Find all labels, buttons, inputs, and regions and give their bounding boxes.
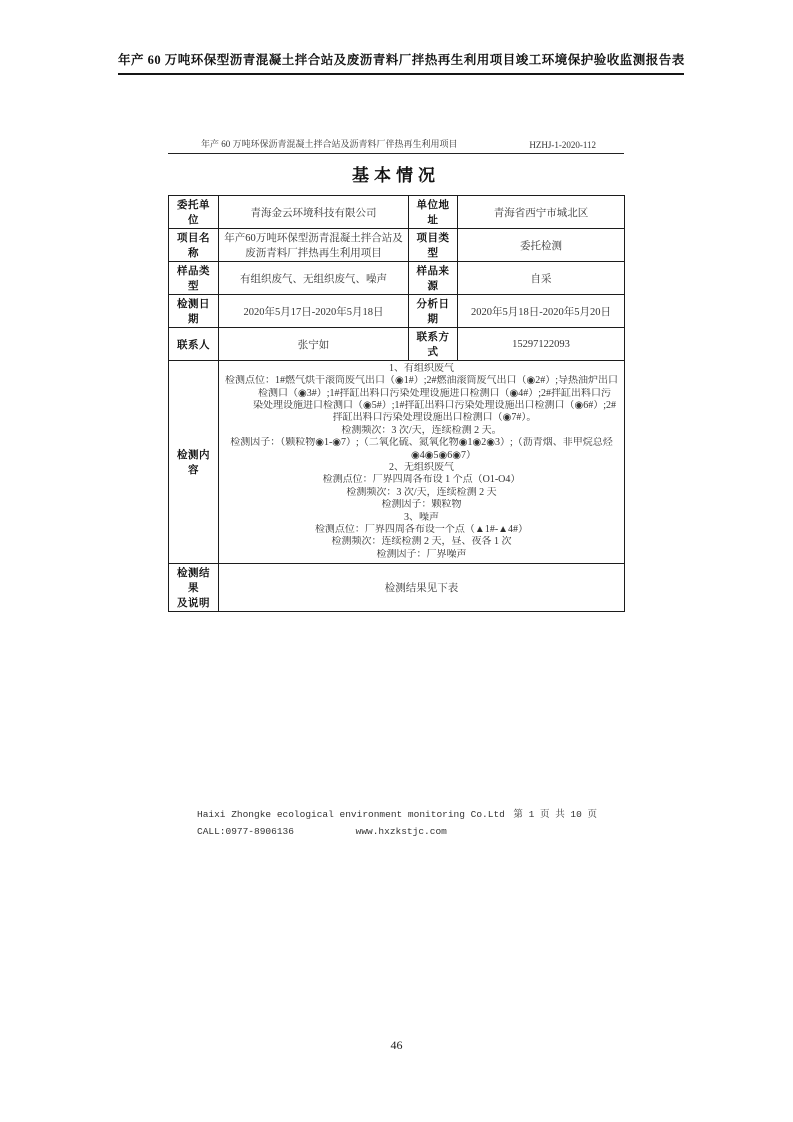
field-value: 2020年5月18日-2020年5月20日 [458, 295, 625, 328]
field-value: 青海省西宁市城北区 [458, 196, 625, 229]
content-row-label: 检测内容 [169, 361, 219, 564]
field-value: 张宁如 [219, 328, 409, 361]
result-row [169, 564, 625, 612]
info-row [169, 295, 625, 328]
page-number: 46 [390, 1038, 403, 1052]
content-line: 检测频次：3 次/天，连续检测 2 天 [346, 486, 497, 498]
content-line: 检测点位：厂界四周各布设 1 个点（O1-O4） [322, 474, 521, 486]
content-line: 检测因子：厂界噪声 [376, 548, 467, 560]
content-line: 检测因子：颗粒物 [381, 499, 462, 511]
content-line: 拌缸出料口污染处理设施出口检测口（◉7#）。 [332, 412, 537, 424]
content-lines [219, 361, 625, 564]
footer-line2 [197, 826, 597, 837]
doc-header-code: HZHJ-1-2020-112 [529, 140, 596, 150]
field-label: 检测日期 [169, 295, 219, 328]
content-line: 2、无组织废气 [389, 462, 454, 473]
field-label: 单位地址 [409, 196, 458, 229]
basic-info-table [168, 195, 625, 612]
result-row-value: 检测结果见下表 [219, 564, 625, 612]
info-row [169, 229, 625, 262]
content-line: 3、噪声 [404, 511, 439, 523]
content-line: 检测频次：连续检测 2 天，昼、夜各 1 次 [331, 536, 512, 548]
footer-phone: CALL:0977-8906136 [197, 826, 294, 837]
content-line: 染处理设施进口检测口（◉5#）;1#拌缸出料口污染处理设施出口检测口（◉6#）;2# [252, 399, 616, 411]
info-row [169, 328, 625, 361]
field-label: 分析日期 [409, 295, 458, 328]
field-label: 委托单位 [169, 196, 219, 229]
footer-company: Haixi Zhongke ecological environment monitoring Co.Ltd [197, 809, 505, 820]
field-label: 联系人 [169, 328, 219, 361]
report-footer [197, 806, 597, 837]
content-line: 检测频次：3 次/天，连续检测 2 天。 [341, 424, 502, 436]
field-label: 样品来源 [409, 262, 458, 295]
field-value: 年产60万吨环保型沥青混凝土拌合站及废沥青料厂拌热再生利用项目 [219, 229, 409, 262]
field-value: 自采 [458, 262, 625, 295]
footer-page-info: 第 1 页 共 10 页 [513, 809, 597, 820]
field-value: 委托检测 [458, 229, 625, 262]
field-label: 联系方式 [409, 328, 458, 361]
content-line: 检测因子：（颗粒物◉1-◉7）;（二氧化硫、氮氧化物◉1◉2◉3）;（沥青烟、非甲烷总烃 [230, 437, 613, 449]
result-row-label-line2: 及说明 [177, 598, 210, 609]
document-body [168, 137, 624, 612]
doc-header [168, 137, 624, 154]
content-row [169, 361, 625, 564]
info-table-extra [169, 361, 625, 612]
content-line: 检测点位：1#燃气烘干滚筒废气出口（◉1#）;2#燃油滚筒废气出口（◉2#）;导热油炉出口 [224, 375, 618, 387]
field-label: 样品类型 [169, 262, 219, 295]
info-row [169, 196, 625, 229]
field-label: 项目名称 [169, 229, 219, 262]
info-table-body [169, 196, 625, 361]
field-value: 15297122093 [458, 328, 625, 361]
footer-website: www.hxzkstjc.com [355, 826, 447, 837]
field-value: 有组织废气、无组织废气、噪声 [219, 262, 409, 295]
section-title: 基本情况 [352, 166, 440, 185]
info-row [169, 262, 625, 295]
field-label: 项目类型 [409, 229, 458, 262]
content-line: ◉4◉5◉6◉7） [411, 449, 476, 461]
page-title: 年产 60 万吨环保型沥青混凝土拌合站及废沥青料厂拌热再生利用项目竣工环境保护验收监测报告表 [118, 50, 684, 75]
footer-line1 [197, 806, 597, 820]
result-row-label-line1: 检测结果 [177, 568, 210, 594]
result-row-label [169, 564, 219, 612]
field-value: 青海金云环境科技有限公司 [219, 196, 409, 229]
content-line: 1、有组织废气 [389, 362, 454, 374]
content-line: 检测点位：厂界四周各布设一个点（▲1#-▲4#） [314, 524, 529, 536]
doc-header-project-name: 年产 60 万吨环保沥青混凝土拌合站及沥青料厂伴热再生利用项目 [201, 139, 458, 149]
field-value: 2020年5月17日-2020年5月18日 [219, 295, 409, 328]
content-line: 检测口（◉3#）;1#拌缸出料口污染处理设施进口检测口（◉4#）;2#拌缸出料口污 [257, 387, 611, 399]
